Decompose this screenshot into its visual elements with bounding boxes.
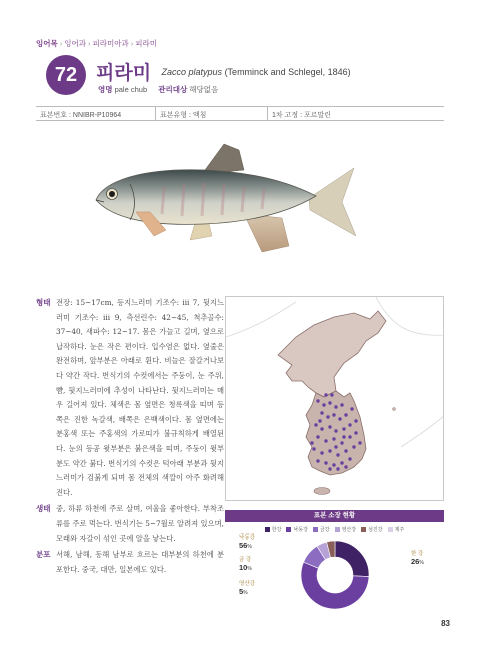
fish-specimen-image bbox=[84, 140, 360, 260]
legend-item bbox=[286, 526, 308, 533]
slice-label: 한 강 bbox=[411, 551, 424, 557]
korea-peninsula-map bbox=[226, 297, 444, 501]
legend-label: 영산강 bbox=[341, 527, 357, 533]
legend-item bbox=[388, 526, 405, 533]
occurrence-dot bbox=[326, 415, 329, 418]
legend-label: 제주 bbox=[394, 527, 405, 533]
page-number: 83 bbox=[441, 619, 450, 628]
chart-title: 표본 소장 현황 bbox=[225, 510, 444, 522]
specimen-info-row bbox=[36, 106, 444, 121]
legend-swatch bbox=[388, 527, 393, 532]
occurrence-dot bbox=[336, 467, 339, 470]
occurrence-dot bbox=[320, 411, 323, 414]
legend-swatch bbox=[265, 527, 270, 532]
occurrence-dot bbox=[324, 461, 327, 464]
occurrence-dot bbox=[350, 407, 353, 410]
occurrence-dot bbox=[320, 451, 323, 454]
legend-swatch bbox=[286, 527, 291, 532]
section-title: 생태 bbox=[36, 504, 51, 514]
legend-swatch bbox=[313, 527, 318, 532]
breadcrumb-family[interactable]: 잉어과 bbox=[64, 39, 86, 48]
occurrence-dot bbox=[354, 431, 357, 434]
management-label: 관리대상 bbox=[158, 85, 188, 94]
occurrence-dot bbox=[324, 393, 327, 396]
occurrence-dot bbox=[330, 393, 333, 396]
occurrence-dot bbox=[328, 425, 331, 428]
section-title: 형태 bbox=[36, 298, 51, 307]
legend-item bbox=[361, 526, 383, 533]
legend-label: 섬진강 bbox=[368, 527, 383, 533]
occurrence-dot bbox=[338, 417, 341, 420]
legend-swatch bbox=[335, 527, 340, 532]
occurrence-dot bbox=[334, 445, 337, 448]
map-jeju-island bbox=[314, 488, 330, 495]
species-scientific-name-block bbox=[162, 67, 351, 77]
occurrence-dot bbox=[324, 439, 327, 442]
occurrence-dot bbox=[316, 435, 319, 438]
occurrence-dot bbox=[354, 419, 357, 422]
slice-percent: 5% bbox=[239, 587, 248, 596]
occurrence-dot bbox=[344, 413, 347, 416]
occurrence-dot bbox=[340, 461, 343, 464]
species-number-badge: 72 bbox=[46, 55, 86, 95]
occurrence-dot bbox=[348, 435, 351, 438]
occurrence-dot bbox=[328, 449, 331, 452]
occurrence-dot bbox=[336, 453, 339, 456]
occurrence-dot bbox=[340, 441, 343, 444]
legend-label: 한강 bbox=[271, 527, 282, 533]
slice-percent: 56% bbox=[239, 541, 252, 550]
chart-legend bbox=[225, 526, 444, 533]
occurrence-dot bbox=[310, 441, 313, 444]
occurrence-dot bbox=[316, 399, 319, 402]
map-north-region bbox=[278, 311, 386, 397]
pie-slice bbox=[335, 541, 369, 577]
legend-item bbox=[335, 526, 357, 533]
breadcrumb-subfamily[interactable]: 피라미아과 bbox=[92, 39, 129, 48]
occurrence-dot bbox=[334, 429, 337, 432]
species-title bbox=[96, 58, 351, 85]
species-authority: (Temminck and Schlegel, 1846) bbox=[224, 66, 351, 77]
slice-percent bbox=[239, 533, 248, 535]
section-ecology bbox=[36, 502, 224, 546]
distribution-map bbox=[225, 296, 444, 501]
specimen-type: 표본유형 : 액침 bbox=[156, 107, 268, 120]
chevron-right-icon: › bbox=[59, 39, 63, 48]
occurrence-dot bbox=[320, 427, 323, 430]
slice-label: 금 강 bbox=[239, 557, 252, 563]
occurrence-dot bbox=[312, 447, 315, 450]
occurrence-dot bbox=[344, 465, 347, 468]
occurrence-dot bbox=[322, 403, 325, 406]
slice-percent: 26% bbox=[411, 557, 424, 566]
fish-illustration bbox=[84, 140, 360, 260]
chevron-right-icon: › bbox=[130, 39, 134, 48]
occurrence-dot bbox=[344, 449, 347, 452]
occurrence-dot bbox=[316, 459, 319, 462]
section-distribution bbox=[36, 548, 224, 577]
occurrence-dot bbox=[332, 413, 335, 416]
collection-status-chart bbox=[225, 510, 444, 620]
legend-label: 금강 bbox=[319, 527, 330, 533]
legend-swatch bbox=[361, 527, 366, 532]
legend-item bbox=[313, 526, 330, 533]
breadcrumb-species[interactable]: 피라미 bbox=[135, 39, 157, 48]
legend-item bbox=[265, 526, 282, 533]
section-morphology bbox=[36, 296, 224, 500]
species-meta bbox=[98, 84, 227, 95]
species-description bbox=[36, 296, 224, 577]
occurrence-dot bbox=[348, 457, 351, 460]
species-scientific-name: Zacco platypus bbox=[161, 66, 223, 77]
occurrence-dot bbox=[328, 401, 331, 404]
occurrence-dot bbox=[314, 423, 317, 426]
specimen-number: 표본번호 : NNIBR-P10964 bbox=[36, 107, 156, 120]
species-korean-name: 피라미 bbox=[96, 62, 152, 84]
slice-percent: 10% bbox=[239, 563, 252, 572]
breadcrumb bbox=[36, 38, 157, 49]
section-title: 분포 bbox=[36, 550, 51, 560]
legend-label: 낙동강 bbox=[293, 527, 308, 533]
occurrence-dot bbox=[332, 463, 335, 466]
occurrence-dot bbox=[342, 435, 345, 438]
occurrence-dot bbox=[358, 441, 361, 444]
management-value: 해당없음 bbox=[189, 85, 219, 94]
pie-chart bbox=[225, 533, 444, 615]
breadcrumb-order[interactable]: 잉어목 bbox=[36, 39, 58, 48]
occurrence-dot bbox=[352, 445, 355, 448]
section-text: 중, 하류 하천에 주로 살며, 여울을 좋아한다. 부착조류를 주로 먹는다. 번식기는 5~7월로 알려져 있으며, 모래와 자갈이 섞인 곳에 알을 낳는다. bbox=[56, 504, 224, 543]
specimen-fixation: 1차 고정 : 포르말린 bbox=[272, 112, 332, 119]
occurrence-dot bbox=[334, 405, 337, 408]
occurrence-dot bbox=[318, 419, 321, 422]
section-text: 서해, 남해, 동해 남부로 흐르는 대부분의 하천에 분포한다. 중국, 대만, 일본에도 있다. bbox=[56, 550, 224, 574]
slice-label: 낙동강 bbox=[239, 535, 255, 541]
english-name-label: 영명 bbox=[98, 85, 113, 94]
english-name-value: pale chub bbox=[114, 85, 148, 94]
occurrence-dot bbox=[342, 427, 345, 430]
occurrence-dot bbox=[332, 437, 335, 440]
chevron-right-icon: › bbox=[88, 39, 91, 48]
occurrence-dot bbox=[328, 467, 331, 470]
occurrence-dot bbox=[340, 403, 343, 406]
occurrence-dot bbox=[348, 423, 351, 426]
section-text: 전장: 15~17cm, 등지느러미 기조수: iii 7, 뒷지느러미 기조수: iii 9, 측선린수: 42~45, 척추골수: 37~40, 새파수: 12~17. 몸은 가늘고 길며, 옆으로 납작하다. 눈은 작은 편이다. 입수염은 없다. 옆줄은 완전하며, 앞부분은 아래로 휜다. 비늘은 잘갈거나보다 약간 작다. 번식기의 수컷에서는 주둥이, 눈 주위, 뺨, 뒷지느러미에 추성이 나타난다. 뒷지느러미는 매우 길어져 있다. 체색은 몸 옆면은 청록색을 띠며 등쪽은 진한 녹갈색, 배쪽은 은백색이다. 몸 옆면에는 분홍색 또는 주홍색의 가로띠가 불규칙하게 배열된다. 눈의 등공 윗부분은 붉은색을 띠며, 주둥이 윗부분도 약간 붉다. 번식기의 수컷은 턱아래 부분과 뒷지느러미가 검붉게 되며 몸 전체의 색깔이 아주 화려해진다. bbox=[56, 298, 224, 497]
slice-label: 영산강 bbox=[239, 581, 255, 587]
